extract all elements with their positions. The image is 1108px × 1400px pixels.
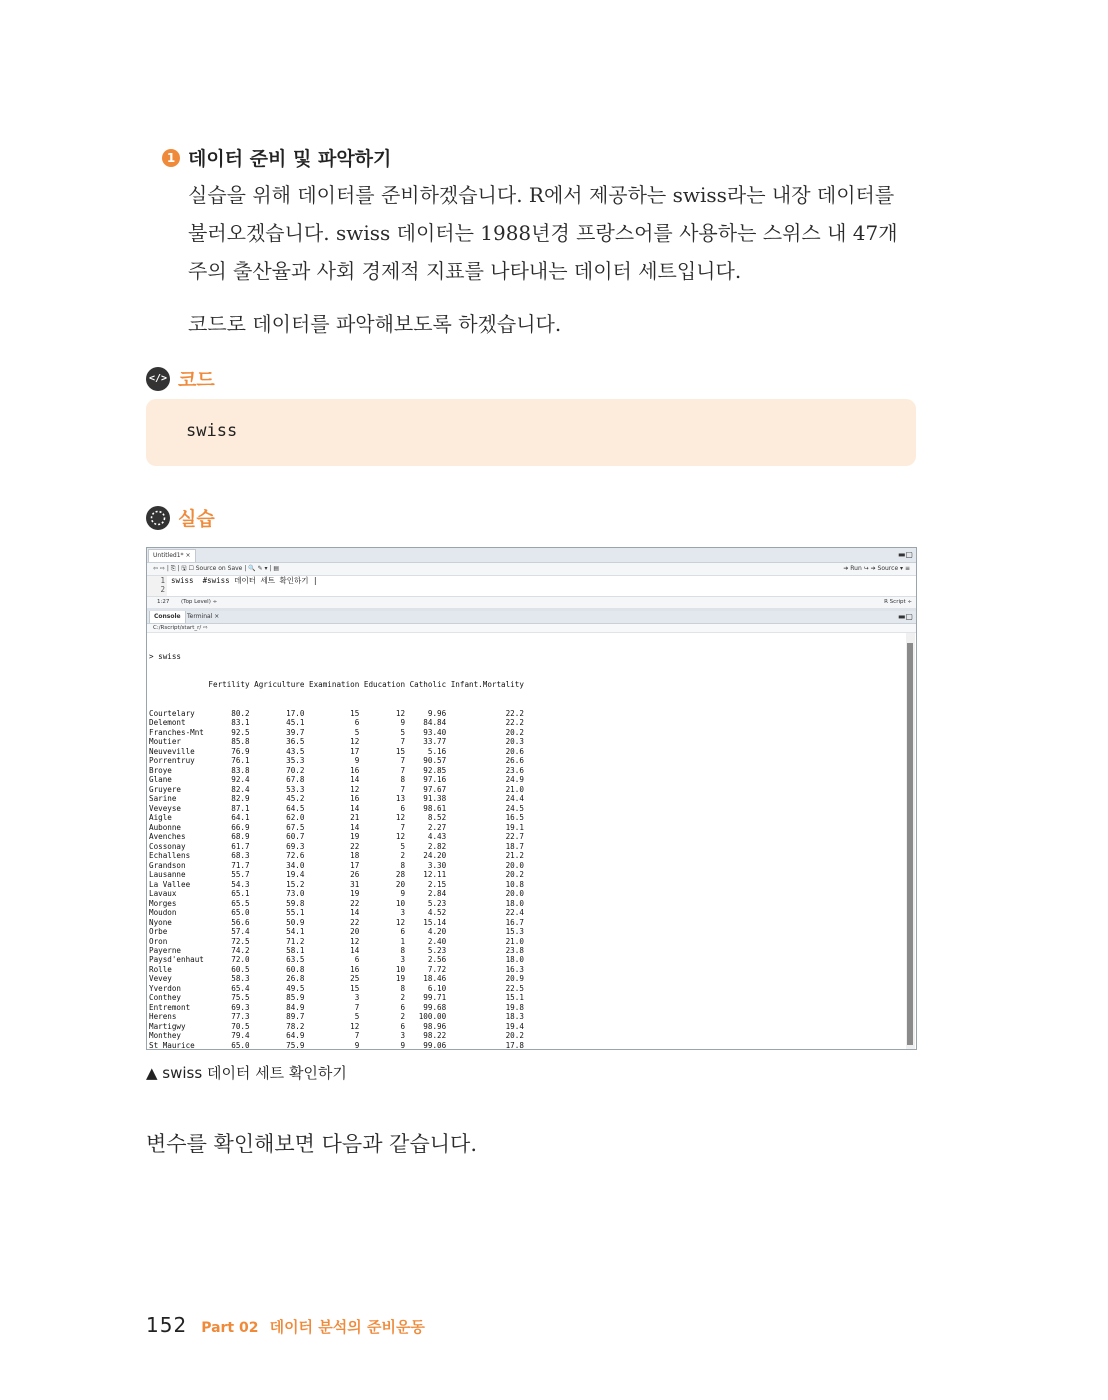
console-row: Porrentruy 76.1 35.3 9 7 90.57 26.6 [149, 756, 524, 766]
code-icon: </> [146, 367, 170, 391]
console-row: Yverdon 65.4 49.5 15 8 6.10 22.5 [149, 983, 524, 993]
console-row: Orbe 57.4 54.1 20 6 4.20 15.3 [149, 927, 524, 937]
tab-console[interactable]: Console [149, 611, 186, 623]
console-row: Entremont 69.3 84.9 7 6 99.68 19.8 [149, 1002, 524, 1012]
console-row: Lavaux 65.1 73.0 19 9 2.84 20.0 [149, 889, 524, 899]
console-command: > swiss [149, 651, 182, 661]
practice-icon [146, 506, 170, 530]
console-tab-bar [147, 611, 916, 624]
console-row: Moudon 65.0 55.1 14 3 4.52 22.4 [149, 908, 524, 918]
console-scrollbar[interactable] [906, 633, 915, 1049]
console-row: Herens 77.3 89.7 5 2 100.00 18.3 [149, 1012, 524, 1022]
script-editor[interactable] [147, 576, 916, 596]
figure-caption: ▲ swiss 데이터 세트 확인하기 [146, 1064, 347, 1082]
console-window-controls[interactable]: ▬▢ [897, 612, 913, 621]
console-row: Conthey 75.5 85.9 3 2 99.71 15.1 [149, 993, 524, 1003]
page-number: 152 [146, 1313, 188, 1337]
code-intro-paragraph: 코드로 데이터를 파악해보도록 하겠습니다. [188, 312, 562, 336]
rstudio-screenshot [146, 547, 917, 1050]
console-row: Moutier 85.8 36.5 12 7 33.77 20.3 [149, 737, 524, 747]
console-row: Delemont 83.1 45.1 6 9 84.84 22.2 [149, 718, 524, 728]
console-table-rows [149, 709, 904, 1049]
variables-intro-text: 변수를 확인해보면 다음과 같습니다. [146, 1132, 477, 1156]
console-row: Echallens 68.3 72.6 18 2 24.20 21.2 [149, 851, 524, 861]
console-row: Paysd'enhaut 72.0 63.5 6 3 2.56 18.0 [149, 955, 524, 965]
console-row: Sarine 82.9 45.2 16 13 91.38 24.4 [149, 794, 524, 804]
console-row: Cossonay 61.7 69.3 22 5 2.82 18.7 [149, 841, 524, 851]
practice-label [146, 504, 215, 531]
console-row: Rolle 60.5 60.8 16 10 7.72 16.3 [149, 964, 524, 974]
pane-window-controls[interactable]: ▬▢ [897, 550, 913, 559]
console-row: Franches-Mnt 92.5 39.7 5 5 93.40 20.2 [149, 727, 524, 737]
code-block [146, 399, 916, 466]
source-tab-bar [147, 548, 916, 563]
intro-paragraph: 실습을 위해 데이터를 준비하겠습니다. R에서 제공하는 swiss라는 내장 데이터를 불러오겠습니다. swiss 데이터는 1988년경 프랑스어를 사용하는 스위스 내 47개 주의 출산율과 사회 경제적 지표를 나타내는 데이터 세트입니다. [188, 183, 898, 283]
console-row: La Vallee 54.3 15.2 31 20 2.15 10.8 [149, 879, 524, 889]
console-row: Aigle 64.1 62.0 21 12 8.52 16.5 [149, 813, 524, 823]
tab-terminal[interactable]: Terminal × [187, 613, 220, 620]
section-title: 데이터 준비 및 파악하기 [188, 148, 392, 170]
source-toolbar [147, 563, 916, 576]
source-toolbar-left[interactable]: ⇦ ⇨ | ⎘ | 🖫 ☐ Source on Save | 🔍 ✎ ▾ | ▤ [153, 565, 280, 572]
run-source-buttons[interactable]: ➔ Run ↪ ➔ Source ▾ ≡ [843, 565, 910, 572]
console-table-header: Fertility Agriculture Examination Education Catholic Infant.Mortality [149, 680, 524, 690]
console-row: Martigwy 70.5 78.2 12 6 98.96 19.4 [149, 1021, 524, 1031]
console-row: Grandson 71.7 34.0 17 8 3.30 20.0 [149, 860, 524, 870]
console-row: Neuveville 76.9 43.5 17 15 5.16 20.6 [149, 746, 524, 756]
console-row: Courtelary 80.2 17.0 15 12 9.96 22.2 [149, 708, 524, 718]
part-label: Part 02 [201, 1320, 259, 1336]
code-label-text: 코드 [178, 369, 215, 391]
console-row: Vevey 58.3 26.8 25 19 18.46 20.9 [149, 974, 524, 984]
scope-dropdown[interactable]: (Top Level) ÷ [181, 599, 218, 605]
console-working-directory: C:/Rscript/start_r/ ⇨ [147, 624, 916, 633]
console-row: Payerne 74.2 58.1 14 8 5.23 23.8 [149, 945, 524, 955]
console-row: Aubonne 66.9 67.5 14 7 2.27 19.1 [149, 822, 524, 832]
console-row: Nyone 56.6 50.9 22 12 15.14 16.7 [149, 917, 524, 927]
editor-code[interactable]: swiss #swiss 데이터 세트 확인하기 | [171, 576, 318, 585]
file-type-dropdown[interactable]: R Script ÷ [884, 599, 912, 605]
console-row: Monthey 79.4 64.9 7 3 98.22 20.2 [149, 1031, 524, 1041]
practice-label-text: 실습 [178, 508, 215, 530]
console-row: Avenches 68.9 60.7 19 12 4.43 22.7 [149, 832, 524, 842]
console-row: Oron 72.5 71.2 12 1 2.40 21.0 [149, 936, 524, 946]
code-label [146, 365, 215, 392]
console-output[interactable] [149, 633, 904, 1049]
console-row: Broye 83.8 70.2 16 7 92.85 23.6 [149, 765, 524, 775]
console-scroll-thumb[interactable] [907, 643, 913, 1045]
section-heading [162, 144, 391, 171]
code-text: swiss [186, 421, 238, 441]
source-tab[interactable]: Untitled1* × [148, 549, 196, 562]
line-numbers: 1 2 [147, 576, 167, 596]
console-row: Lausanne 55.7 19.4 26 28 12.11 20.2 [149, 870, 524, 880]
section-number-badge: 1 [162, 149, 180, 167]
console-row: Gruyere 82.4 53.3 12 7 97.67 21.0 [149, 784, 524, 794]
console-row: Morges 65.5 59.8 22 10 5.23 18.0 [149, 898, 524, 908]
console-row: St Maurice 65.0 75.9 9 9 99.06 17.8 [149, 1040, 524, 1049]
part-title: 데이터 분석의 준비운동 [269, 1318, 425, 1336]
console-row: Veveyse 87.1 64.5 14 6 98.61 24.5 [149, 803, 524, 813]
page-footer [146, 1313, 425, 1337]
console-row: Glane 92.4 67.8 14 8 97.16 24.9 [149, 775, 524, 785]
cursor-position: 1:27 [157, 599, 170, 605]
